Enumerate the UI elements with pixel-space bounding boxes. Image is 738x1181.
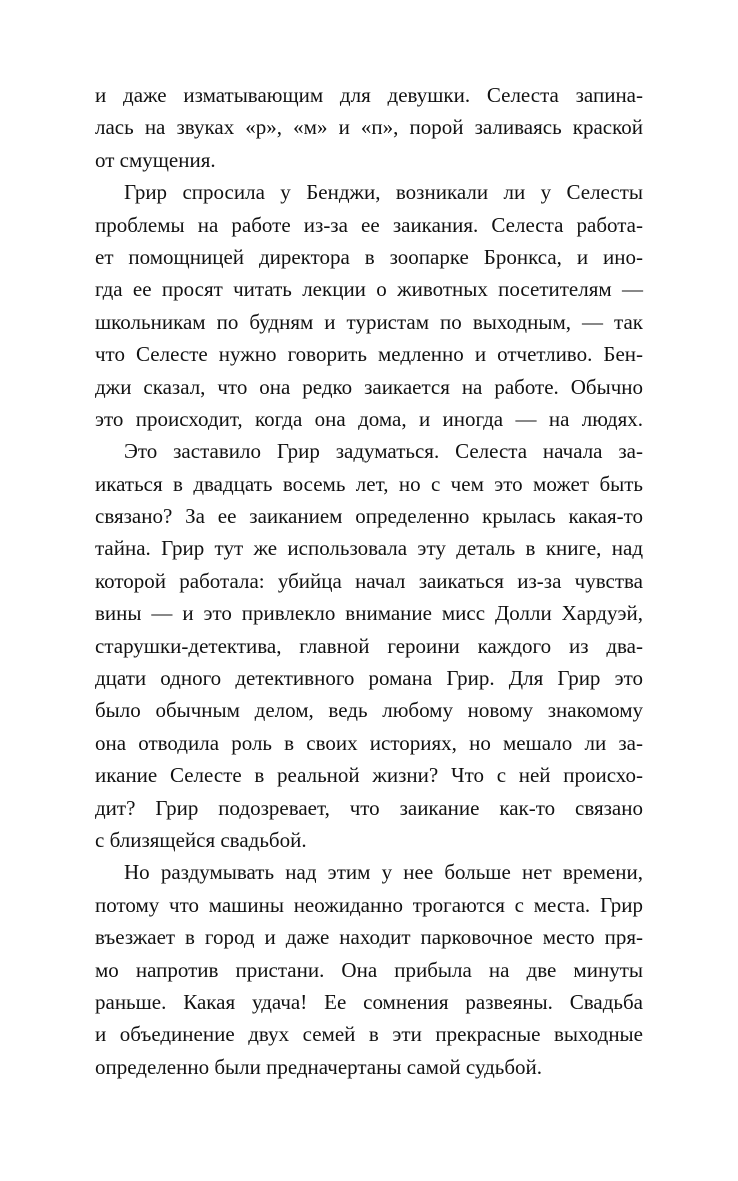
- text-line: икаться в двадцать восемь лет, но с чем это может быть: [95, 471, 643, 496]
- text-line: было обычным делом, ведь любому новому знакомому: [95, 698, 643, 723]
- text-line: дцати одного детективного романа Грир. Для Грир это: [95, 666, 643, 691]
- text-line: определенно были предначертаны самой судьбой.: [95, 1054, 543, 1079]
- text-line: связано? За ее заиканием определенно крылась какая-то: [95, 504, 643, 529]
- text-line: въезжает в город и даже находит парковочное место пря-: [95, 925, 643, 950]
- text-line: Но раздумывать над этим у нее больше нет времени,: [124, 860, 643, 885]
- paragraph-4: [95, 856, 643, 1083]
- paragraph-2: [95, 176, 643, 435]
- text-line: вины — и это привлекло внимание мисс Долли Хардуэй,: [95, 601, 643, 626]
- paragraph-3: [95, 435, 643, 856]
- text-line: с близящейся свадьбой.: [95, 827, 307, 852]
- text-line: потому что машины неожиданно трогаются с места. Грир: [95, 892, 643, 917]
- text-line: раньше. Какая удача! Ее сомнения развеяны. Свадьба: [95, 989, 643, 1014]
- text-line: икание Селесте в реальной жизни? Что с ней происхо-: [95, 763, 643, 788]
- text-line: старушки-детектива, главной героини каждого из два-: [95, 633, 643, 658]
- text-line: она отводила роль в своих историях, но мешало ли за-: [95, 730, 643, 755]
- text-line: которой работала: убийца начал заикаться из-за чувства: [95, 568, 643, 593]
- text-line: школьникам по будням и туристам по выходным, — так: [95, 309, 643, 334]
- text-line: лась на звуках «р», «м» и «п», порой заливаясь краской: [95, 115, 643, 140]
- text-line: дит? Грир подозревает, что заикание как-то связано: [95, 795, 643, 820]
- text-line: гда ее просят читать лекции о животных посетителям —: [95, 277, 643, 302]
- text-line: что Селесте нужно говорить медленно и отчетливо. Бен-: [95, 342, 643, 367]
- text-line: и объединение двух семей в эти прекрасные выходные: [95, 1022, 643, 1047]
- paragraph-1: [95, 79, 643, 176]
- text-line: джи сказал, что она редко заикается на работе. Обычно: [95, 374, 643, 399]
- text-line: от смущения.: [95, 147, 216, 172]
- text-line: Это заставило Грир задуматься. Селеста начала за-: [124, 439, 643, 464]
- text-line: проблемы на работе из-за ее заикания. Селеста работа-: [95, 212, 643, 237]
- text-line: и даже изматывающим для девушки. Селеста запина-: [95, 83, 643, 107]
- text-line: тайна. Грир тут же использовала эту деталь в книге, над: [95, 536, 643, 561]
- book-page: [95, 79, 643, 1083]
- text-line: Грир спросила у Бенджи, возникали ли у Селесты: [124, 180, 643, 205]
- text-line: ет помощницей директора в зоопарке Бронкса, и ино-: [95, 244, 643, 269]
- text-line: это происходит, когда она дома, и иногда — на людях.: [95, 406, 643, 431]
- text-line: мо напротив пристани. Она прибыла на две минуты: [95, 957, 643, 982]
